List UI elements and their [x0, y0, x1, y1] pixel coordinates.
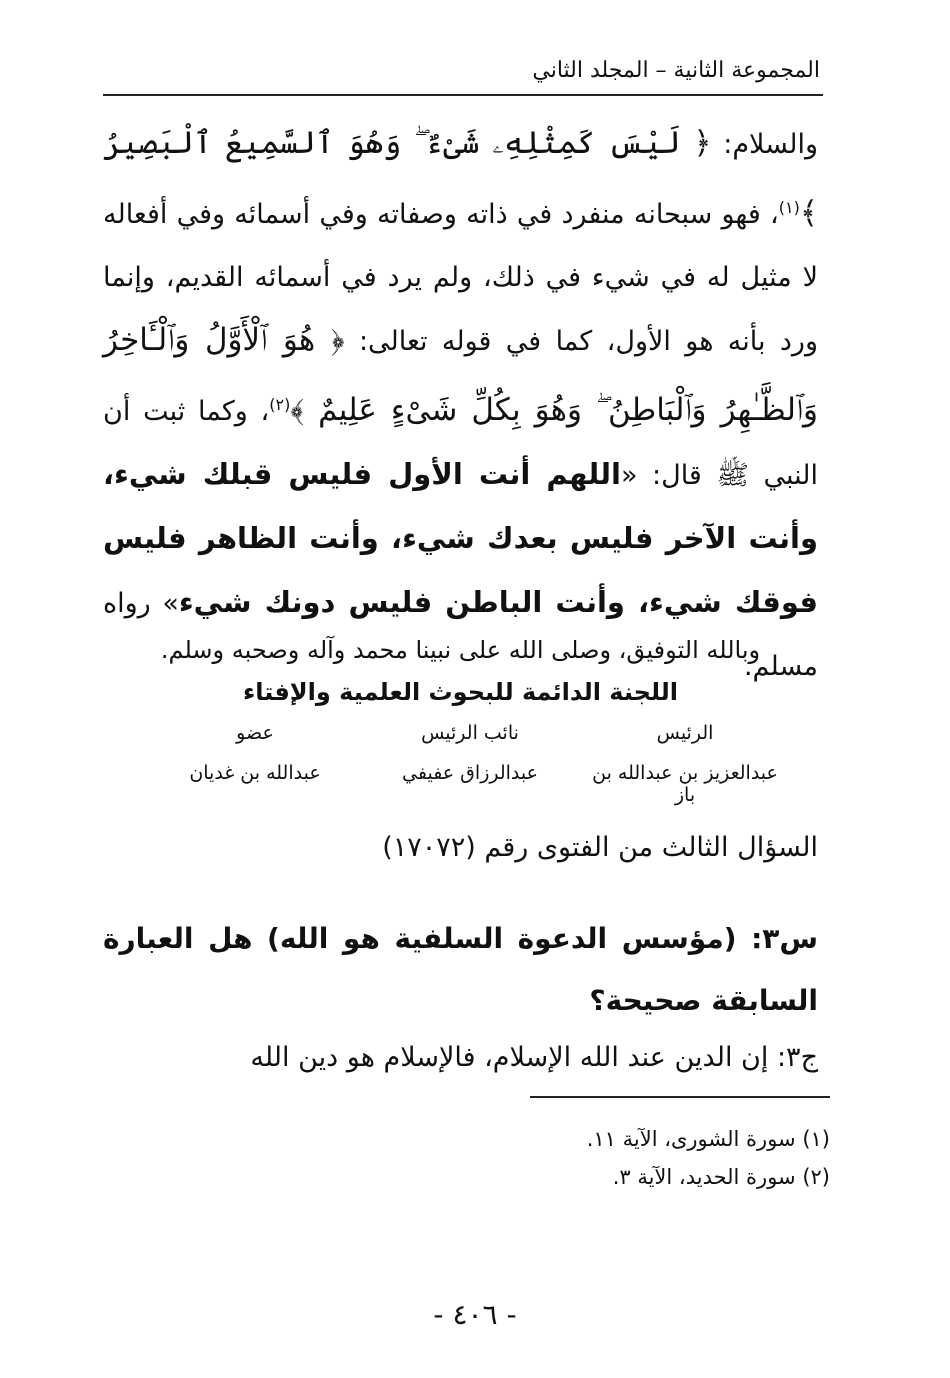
hadith-text: اللهم أنت الأول فليس قبلك شيء، وأنت الآخر فليس بعدك شيء، وأنت الظاهر فليس فوقك شيء، وأنت الباطن فليس دونك شيء: [103, 457, 819, 619]
signature-titles: [150, 722, 790, 744]
footnote-ref-2: (٢): [269, 395, 291, 414]
closing-line: وبالله التوفيق، وصلى الله على نبينا محمد وآله وصحبه وسلم.: [160, 636, 761, 664]
signature-name: عبدالله بن غديان: [189, 762, 321, 784]
answer-text: ج٣: إن الدين عند الله الإسلام، فالإسلام هو دين الله: [250, 1042, 818, 1073]
body-paragraph: [103, 112, 818, 698]
footnote-ref-1: (١): [778, 198, 800, 217]
footnote: (٢) سورة الحديد، الآية ٣.: [612, 1165, 830, 1189]
committee-name: اللجنة الدائمة للبحوث العلمية والإفتاء: [243, 678, 678, 706]
signature-title: عضو: [236, 722, 274, 744]
question-heading: السؤال الثالث من الفتوى رقم (١٧٠٧٢): [382, 832, 818, 863]
line1-prefix: والسلام:: [711, 129, 819, 160]
quran-verse-2: ﴿ هُوَ ٱلْأَوَّلُ وَٱلْـَٔاخِرُ وَٱلظَّـٰهِرُ وَٱلْبَاطِنُ ۖ وَهُوَ بِكُلِّ شَىْءٍ عَلِيمٌ ﴾: [103, 322, 818, 428]
running-header: المجموعة الثانية – المجلد الثاني: [532, 58, 820, 83]
quran-verse-1: ﴿ لَيْسَ كَمِثْلِهِۦ شَىْءٌ ۖ وَهُوَ ٱلسَّمِيعُ ٱلْبَصِيرُ ﴾: [103, 125, 818, 231]
question-text: س٣: (مؤسس الدعوة السلفية هو الله) هل العبارة السابقة صحيحة؟: [103, 922, 818, 1017]
signature-title: الرئيس: [656, 722, 714, 744]
signature-name: عبدالرزاق عفيفي: [402, 762, 538, 784]
footnote: (١) سورة الشورى، الآية ١١.: [586, 1127, 830, 1151]
para3: » رواه مسلم.: [103, 588, 818, 682]
footnote-rule: [530, 1096, 830, 1098]
page-number: - ٤٠٦ -: [433, 1298, 517, 1331]
para1: فهو سبحانه منفرد في ذاته وصفاته وفي أسمائه وفي أفعاله لا مثيل له في شيء في ذلك، ولم يرد في أسمائه القديم، وإنما ورد بأنه هو الأول، كما في قوله تعالى:: [103, 199, 818, 357]
signature-names: [150, 762, 790, 806]
footnotes: [587, 1120, 830, 1196]
signature-name: عبدالعزيز بن عبدالله بن باز: [592, 762, 778, 806]
fatwa-body: [103, 112, 818, 698]
signature-title: نائب الرئيس: [421, 722, 519, 744]
line1-suffix: ،: [770, 199, 779, 230]
header-rule: [103, 94, 823, 96]
para2: ، وكما ثبت أن النبي ﷺ قال: «: [103, 396, 818, 491]
